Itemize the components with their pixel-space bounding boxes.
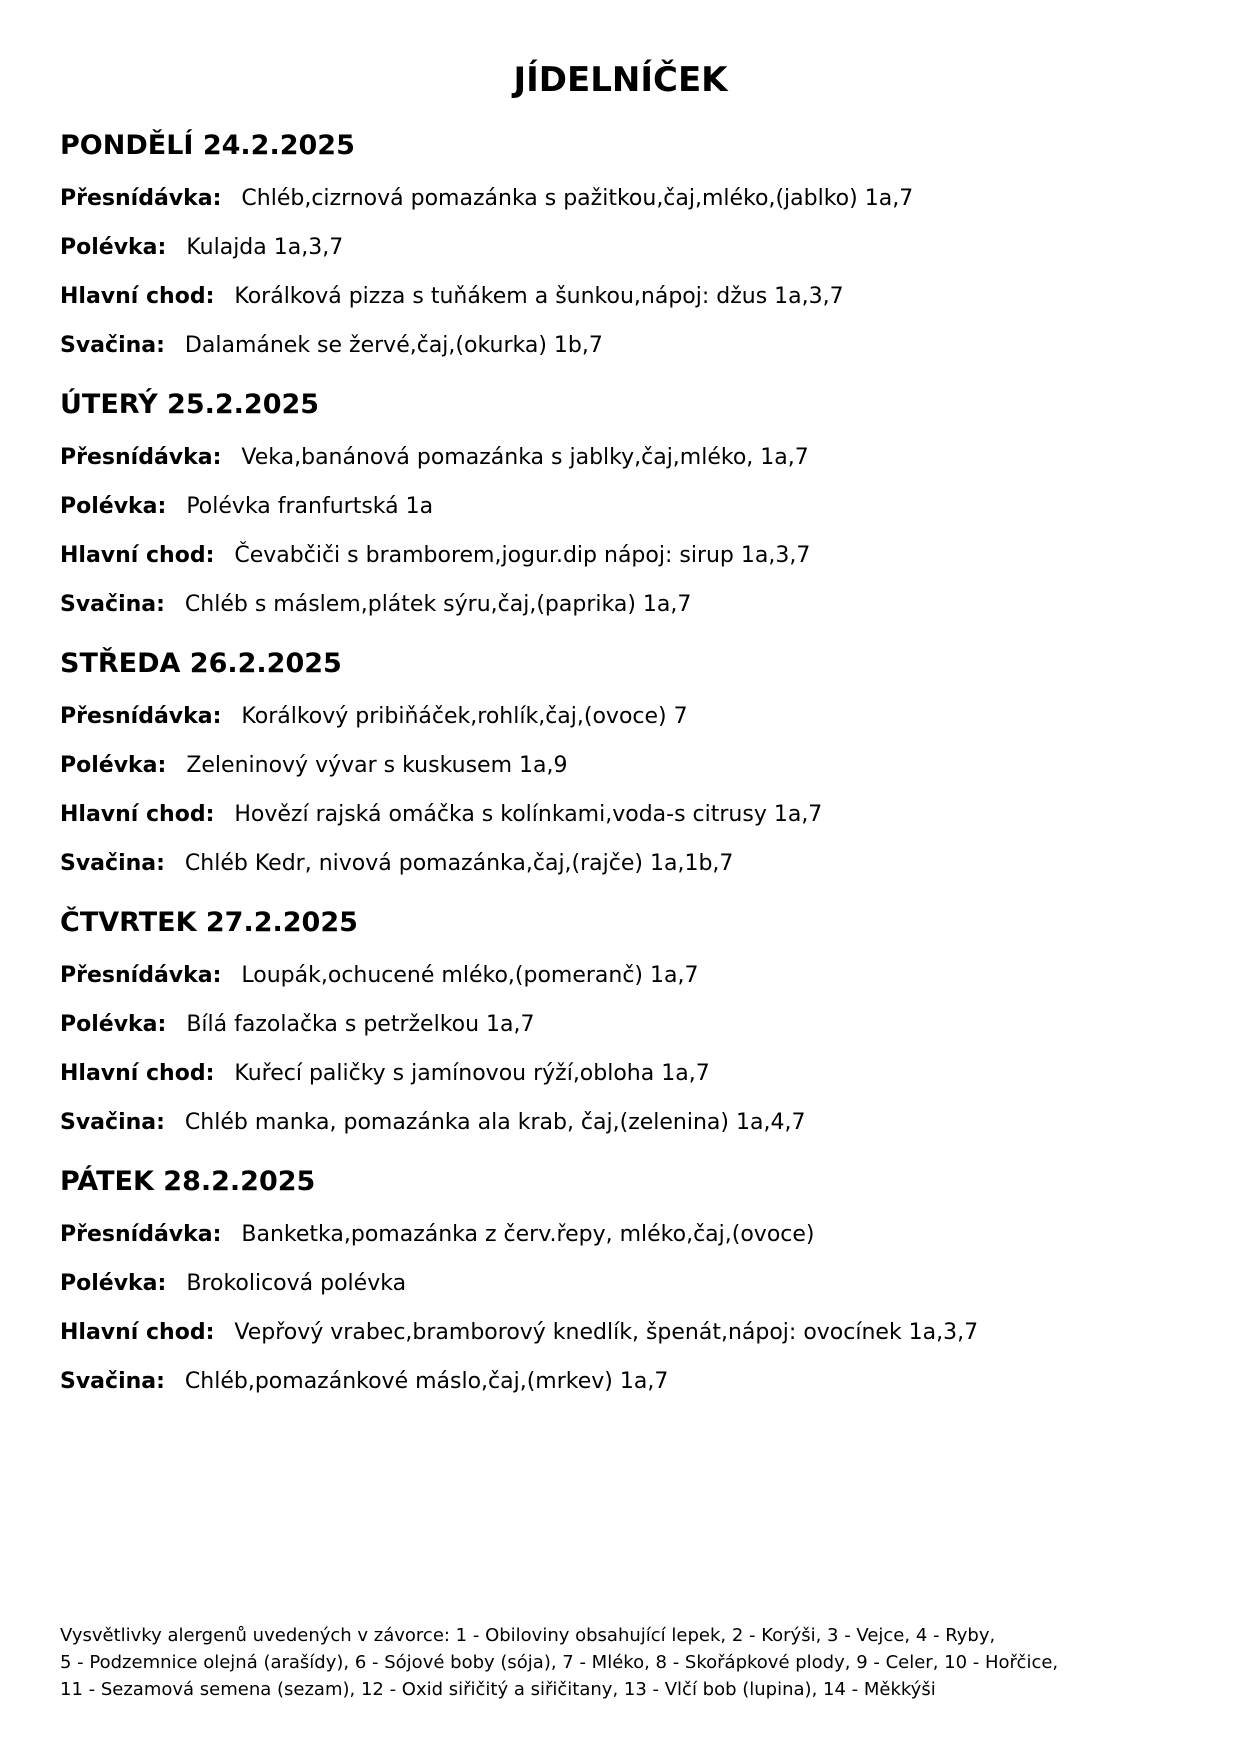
meal-main (60, 541, 1200, 571)
meal-soup (60, 1010, 1200, 1040)
meal-main (60, 282, 1200, 312)
meal-label: Svačina: (60, 851, 165, 876)
meal-soup (60, 1269, 1200, 1299)
meal-description: Banketka,pomazánka z červ.řepy, mléko,čaj,(ovoce) (241, 1222, 815, 1247)
meal-label: Hlavní chod: (60, 802, 215, 827)
meal-label: Polévka: (60, 1012, 167, 1037)
allergen-legend (60, 1622, 1210, 1703)
meal-label: Hlavní chod: (60, 284, 215, 309)
meal-description: Chléb s máslem,plátek sýru,čaj,(paprika) 1a,7 (184, 592, 692, 617)
meal-snack-afternoon (60, 849, 1200, 879)
meal-description: Bílá fazolačka s petrželkou 1a,7 (186, 1012, 535, 1037)
day-heading: PONDĚLÍ 24.2.2025 (60, 130, 355, 161)
meal-label: Svačina: (60, 333, 165, 358)
meal-description: Kulajda 1a,3,7 (186, 235, 344, 260)
meal-label: Polévka: (60, 235, 167, 260)
meal-description: Korálková pizza s tuňákem a šunkou,nápoj: džus 1a,3,7 (234, 284, 844, 309)
meal-label: Přesnídávka: (60, 445, 222, 470)
page-title: JÍDELNÍČEK (513, 60, 728, 100)
day-wednesday (60, 646, 1200, 905)
meal-description: Veka,banánová pomazánka s jablky,čaj,mléko, 1a,7 (241, 445, 809, 470)
meal-label: Hlavní chod: (60, 1320, 215, 1345)
day-heading: PÁTEK 28.2.2025 (60, 1166, 316, 1197)
meal-label: Svačina: (60, 1110, 165, 1135)
meal-description: Čevabčiči s bramborem,jogur.dip nápoj: sirup 1a,3,7 (234, 543, 811, 568)
meal-description: Brokolicová polévka (186, 1271, 407, 1296)
day-heading: ČTVRTEK 27.2.2025 (60, 907, 358, 938)
meal-description: Chléb,pomazánkové máslo,čaj,(mrkev) 1a,7 (184, 1369, 669, 1394)
meal-soup (60, 233, 1200, 263)
meal-description: Zeleninový vývar s kuskusem 1a,9 (186, 753, 568, 778)
day-tuesday (60, 387, 1200, 646)
meal-description: Polévka franfurtská 1a (186, 494, 434, 519)
legend-line: Vysvětlivky alergenů uvedených v závorce: 1 - Obiloviny obsahující lepek, 2 - Korýši, 3 - Vejce, 4 - Ryby, (60, 1625, 996, 1646)
meal-label: Přesnídávka: (60, 186, 222, 211)
meal-label: Svačina: (60, 1369, 165, 1394)
meal-description: Loupák,ochucené mléko,(pomeranč) 1a,7 (241, 963, 699, 988)
day-heading: ÚTERÝ 25.2.2025 (60, 389, 320, 420)
meal-label: Polévka: (60, 1271, 167, 1296)
meal-label: Přesnídávka: (60, 963, 222, 988)
meal-description: Vepřový vrabec,bramborový knedlík, špenát,nápoj: ovocínek 1a,3,7 (234, 1320, 979, 1345)
menu-days (60, 128, 1200, 1423)
meal-main (60, 800, 1200, 830)
day-monday (60, 128, 1200, 387)
meal-label: Svačina: (60, 592, 165, 617)
meal-snack-afternoon (60, 1108, 1200, 1138)
meal-description: Chléb manka, pomazánka ala krab, čaj,(zelenina) 1a,4,7 (184, 1110, 806, 1135)
meal-description: Chléb,cizrnová pomazánka s pažitkou,čaj,mléko,(jablko) 1a,7 (241, 186, 914, 211)
meal-description: Hovězí rajská omáčka s kolínkami,voda-s citrusy 1a,7 (234, 802, 823, 827)
legend-line: 5 - Podzemnice olejná (arašídy), 6 - Sójové boby (sója), 7 - Mléko, 8 - Skořápkové plody, 9 - Celer, 10 - Hořčice, (60, 1652, 1059, 1673)
meal-label: Přesnídávka: (60, 1222, 222, 1247)
meal-main (60, 1318, 1200, 1348)
legend-line: 11 - Sezamová semena (sezam), 12 - Oxid siřičitý a siřičitany, 13 - Vlčí bob (lupina), 14 - Měkkýši (60, 1679, 936, 1700)
meal-snack-morning (60, 443, 1200, 473)
meal-snack-afternoon (60, 331, 1200, 361)
meal-snack-morning (60, 702, 1200, 732)
meal-description: Dalamánek se žervé,čaj,(okurka) 1b,7 (184, 333, 603, 358)
meal-label: Přesnídávka: (60, 704, 222, 729)
meal-main (60, 1059, 1200, 1089)
meal-soup (60, 492, 1200, 522)
meal-snack-afternoon (60, 1367, 1200, 1397)
day-heading: STŘEDA 26.2.2025 (60, 648, 342, 679)
meal-snack-morning (60, 1220, 1200, 1250)
meal-soup (60, 751, 1200, 781)
meal-label: Polévka: (60, 753, 167, 778)
meal-description: Chléb Kedr, nivová pomazánka,čaj,(rajče) 1a,1b,7 (184, 851, 734, 876)
meal-label: Hlavní chod: (60, 1061, 215, 1086)
meal-snack-morning (60, 184, 1200, 214)
meal-snack-morning (60, 961, 1200, 991)
meal-description: Kuřecí paličky s jamínovou rýží,obloha 1a,7 (234, 1061, 710, 1086)
meal-label: Hlavní chod: (60, 543, 215, 568)
meal-label: Polévka: (60, 494, 167, 519)
meal-snack-afternoon (60, 590, 1200, 620)
day-friday (60, 1164, 1200, 1423)
day-thursday (60, 905, 1200, 1164)
meal-description: Korálkový pribiňáček,rohlík,čaj,(ovoce) 7 (241, 704, 688, 729)
